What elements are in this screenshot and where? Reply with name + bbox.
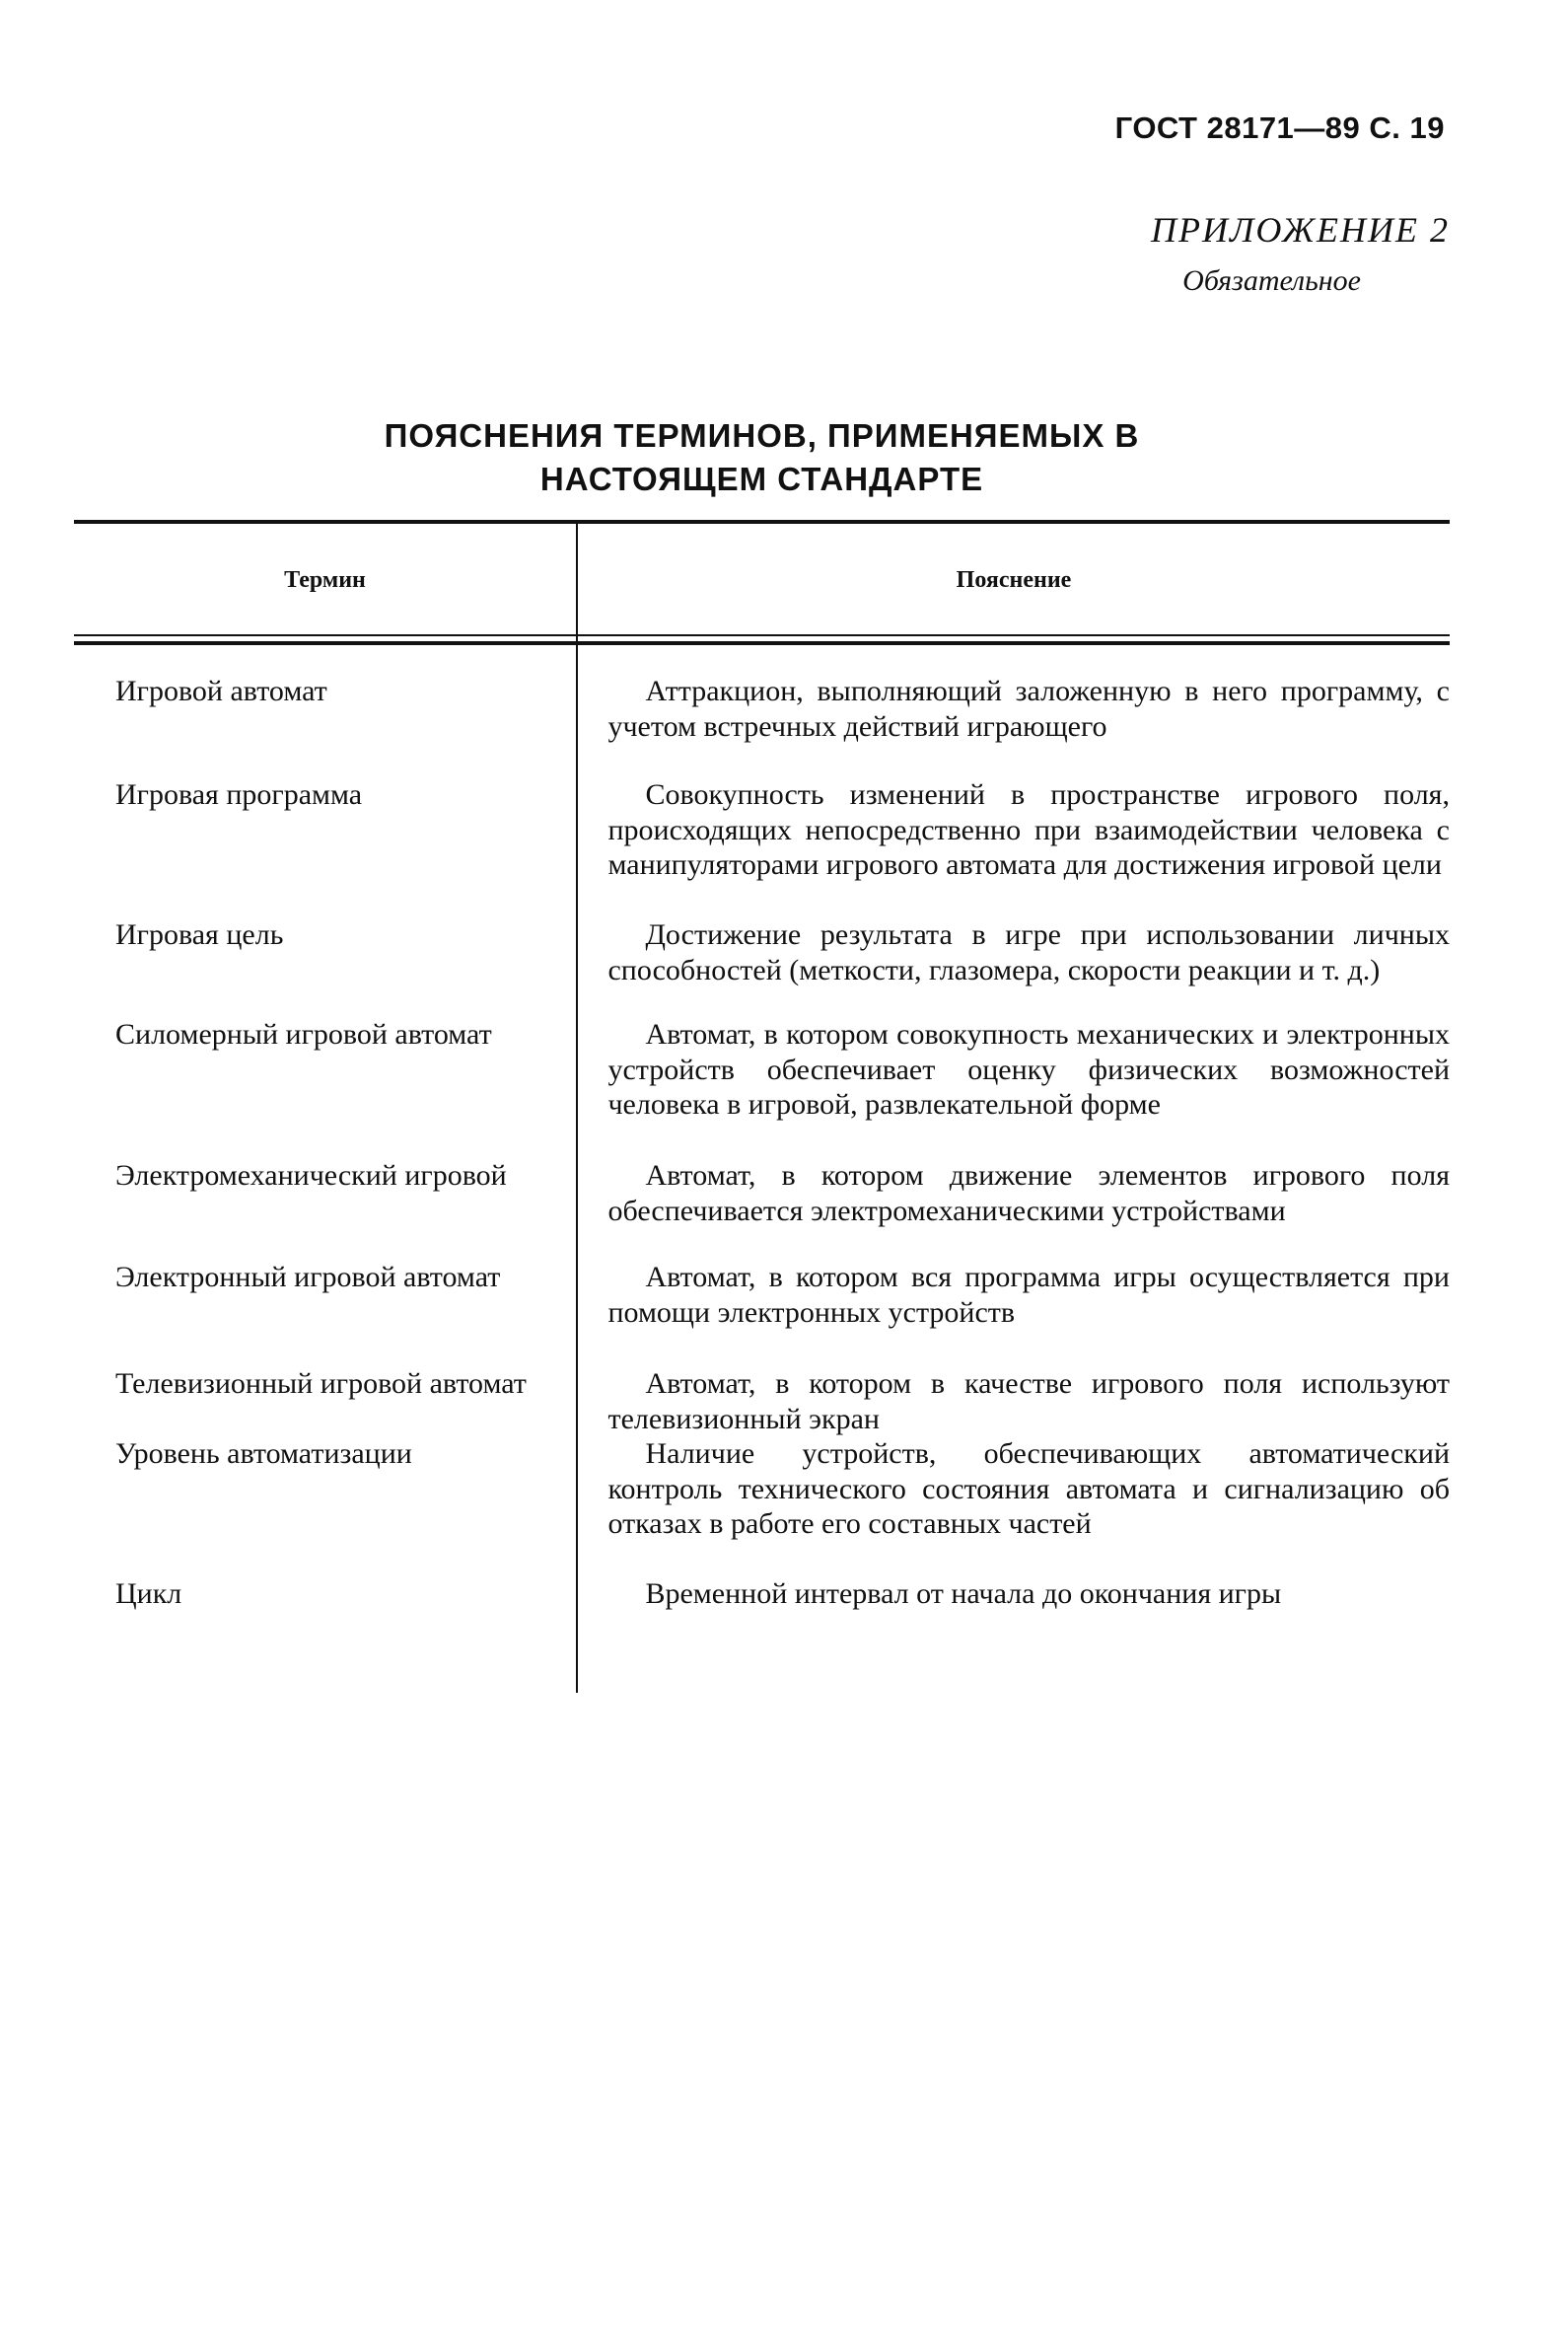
- term-cell: Электромеханический игровой: [115, 1159, 507, 1192]
- explanation-cell: Достижение результата в игре при использовании личных способностей (меткости, глазомера, скорости реакции и т. д.): [607, 918, 1450, 986]
- table-row: [74, 1017, 1450, 1158]
- explanation-cell: Временной интервал от начала до окончания игры: [645, 1577, 1282, 1610]
- explanation-cell: Автомат, в котором в качестве игрового поля используют телевизионный экран: [607, 1367, 1450, 1435]
- term-cell: Игровой автомат: [115, 675, 327, 707]
- term-cell: Игровая программа: [115, 778, 363, 811]
- table-row: [74, 1436, 1450, 1576]
- table-header-rule-bold: [74, 641, 1450, 645]
- table-header-rule: [74, 634, 1450, 636]
- table-row: [74, 674, 1450, 777]
- page-header: ГОСТ 28171—89 С. 19: [1114, 110, 1445, 145]
- term-cell: Игровая цель: [115, 918, 284, 951]
- explanation-cell: Аттракцион, выполняющий заложенную в него программу, с учетом встречных действий играющего: [607, 675, 1450, 743]
- table-row: [74, 777, 1450, 917]
- term-cell: Силомерный игровой автомат: [115, 1018, 492, 1051]
- appendix-label: [1151, 209, 1450, 298]
- explanation-cell: Наличие устройств, обеспечивающих автоматический контроль технического состояния автомата и сигнализацию об отказах в работе его составных частей: [607, 1437, 1450, 1540]
- explanation-cell: Совокупность изменений в пространстве игрового поля, происходящих непосредственно при взаимодействии человека с манипуляторами игрового автомата для достижения игровой цели: [607, 778, 1450, 881]
- table-row: [74, 917, 1450, 1017]
- document-title: [74, 414, 1450, 501]
- column-header-explanation: Пояснение: [956, 567, 1072, 593]
- term-cell: Телевизионный игровой автомат: [115, 1367, 527, 1400]
- term-cell: Цикл: [115, 1577, 182, 1610]
- appendix-subtitle: Обязательное: [1182, 264, 1361, 297]
- explanation-cell: Автомат, в котором движение элементов игрового поля обеспечивается электромеханическими устройствами: [607, 1159, 1450, 1227]
- appendix-title: ПРИЛОЖЕНИЕ 2: [1151, 210, 1450, 250]
- explanation-cell: Автомат, в котором вся программа игры осуществляется при помощи электронных устройств: [607, 1261, 1450, 1329]
- table-row: [74, 1260, 1450, 1366]
- table-row: [74, 1366, 1450, 1436]
- column-header-term: Термин: [284, 567, 366, 593]
- table-row: [74, 1158, 1450, 1260]
- table-top-rule: [74, 520, 1450, 524]
- terms-table-body: [74, 674, 1450, 1655]
- document-title-line-1: ПОЯСНЕНИЯ ТЕРМИНОВ, ПРИМЕНЯЕМЫХ В: [384, 417, 1140, 454]
- table-row: [74, 1576, 1450, 1655]
- document-title-line-2: НАСТОЯЩЕМ СТАНДАРТЕ: [539, 461, 984, 497]
- term-cell: Электронный игровой автомат: [115, 1261, 501, 1293]
- term-cell: Уровень автоматизации: [115, 1437, 412, 1470]
- explanation-cell: Автомат, в котором совокупность механических и электронных устройств обеспечивает оценку физических возможностей человека в игровой, развлекательной форме: [607, 1018, 1450, 1121]
